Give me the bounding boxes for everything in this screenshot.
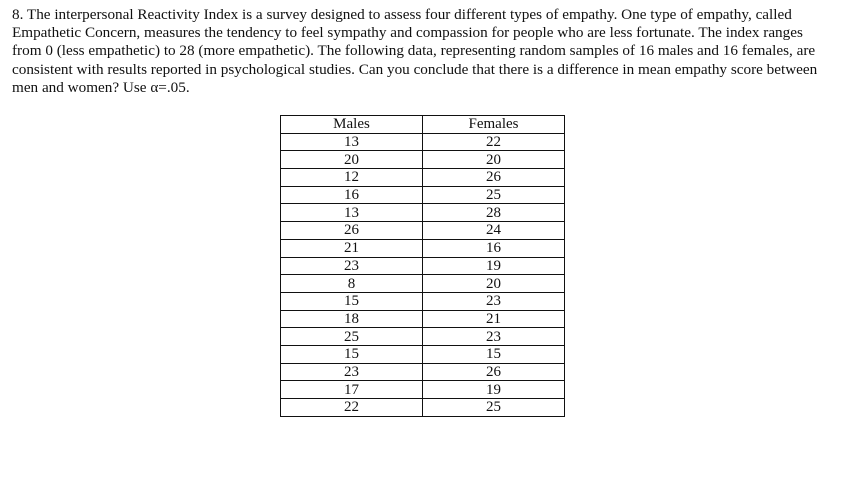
males-cell: 23 [281,257,423,275]
females-cell: 20 [423,275,565,293]
table-header-row [281,116,565,134]
table-row [281,310,565,328]
females-cell: 19 [423,257,565,275]
males-cell: 12 [281,169,423,187]
males-cell: 13 [281,133,423,151]
females-cell: 28 [423,204,565,222]
males-cell: 26 [281,222,423,240]
problem-line-3: from 0 (less empathetic) to 28 (more empathetic). The following data, representing random samples of 16 males and 16 females, are [12,42,816,60]
females-cell: 15 [423,345,565,363]
females-cell: 23 [423,328,565,346]
females-cell: 26 [423,169,565,187]
females-cell: 19 [423,381,565,399]
table-row [281,186,565,204]
table-row [281,275,565,293]
females-cell: 26 [423,363,565,381]
table-row [281,257,565,275]
table-row [281,222,565,240]
males-cell: 17 [281,381,423,399]
table-row [281,169,565,187]
males-cell: 8 [281,275,423,293]
males-cell: 25 [281,328,423,346]
males-cell: 18 [281,310,423,328]
males-cell: 21 [281,239,423,257]
females-cell: 16 [423,239,565,257]
table-row [281,239,565,257]
males-cell: 20 [281,151,423,169]
females-cell: 25 [423,186,565,204]
table-row [281,292,565,310]
table-row [281,399,565,417]
problem-line-5: men and women? Use α=.05. [12,78,190,96]
header-males: Males [281,116,423,134]
females-cell: 24 [423,222,565,240]
females-cell: 25 [423,399,565,417]
table-row [281,204,565,222]
females-cell: 23 [423,292,565,310]
males-cell: 16 [281,186,423,204]
females-cell: 22 [423,133,565,151]
empathy-score-table [280,115,565,417]
table-row [281,133,565,151]
females-cell: 20 [423,151,565,169]
males-cell: 23 [281,363,423,381]
table-row [281,328,565,346]
table-row [281,151,565,169]
males-cell: 15 [281,345,423,363]
males-cell: 15 [281,292,423,310]
problem-line-2: Empathetic Concern, measures the tendency to feel sympathy and compassion for people who are less fortunate. The index ranges [12,24,803,42]
problem-line-1: 8. The interpersonal Reactivity Index is a survey designed to assess four different types of empathy. One type of empathy, called [12,6,792,23]
table-row [281,363,565,381]
header-females: Females [423,116,565,134]
table-row [281,381,565,399]
males-cell: 13 [281,204,423,222]
problem-line-4: consistent with results reported in psychological studies. Can you conclude that there is a difference in mean empathy score between [12,60,818,78]
problem-statement [12,6,834,97]
females-cell: 21 [423,310,565,328]
males-cell: 22 [281,399,423,417]
table-row [281,345,565,363]
